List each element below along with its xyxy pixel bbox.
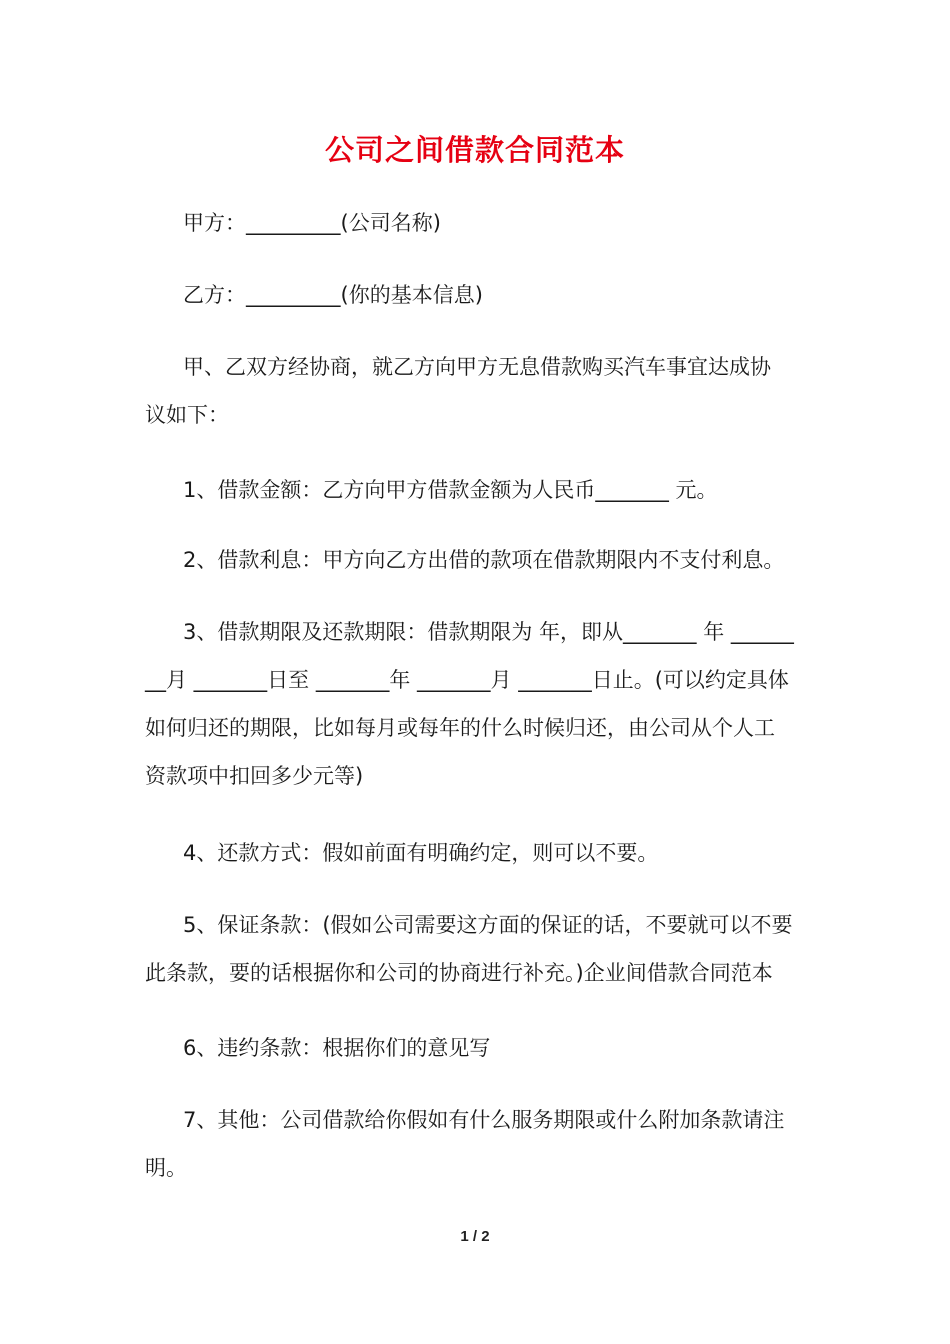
clause-6-text: 6、违约条款：根据你们的意见写 (183, 1036, 491, 1060)
page-number: 1 / 2 (460, 1228, 490, 1245)
intro-line: 甲、乙双方经协商，就乙方向甲方无息借款购买汽车事宜达成协 (183, 355, 771, 379)
party-a-text: 甲方：_________(公司名称) (183, 211, 441, 235)
document-title: 公司之间借款合同范本 (324, 133, 625, 167)
clause-2-text: 2、借款利息：甲方向乙方出借的款项在借款期限内不支付利息。 (183, 548, 785, 572)
party-a-line (145, 199, 810, 247)
clause-3-line: 如何归还的期限，比如每月或每年的什么时候归还，由公司从个人工 (145, 716, 775, 740)
clause-5-line: 5、保证条款：(假如公司需要这方面的保证的话，不要就可以不要 (183, 913, 793, 937)
party-b-line (145, 271, 810, 319)
clause-7-line: 明。 (145, 1156, 187, 1180)
clause-7 (145, 1096, 810, 1192)
clause-1-text: 1、借款金额：乙方向甲方借款金额为人民币_______ 元。 (183, 478, 718, 502)
clause-2 (145, 536, 810, 584)
clause-3-line: 资款项中扣回多少元等) (145, 764, 364, 788)
intro-paragraph (145, 343, 810, 439)
clause-5-line: 此条款，要的话根据你和公司的协商进行补充。)企业间借款合同范本 (145, 961, 773, 985)
party-b-text: 乙方：_________(你的基本信息) (183, 283, 483, 307)
clause-1 (145, 466, 810, 514)
clause-6 (145, 1024, 810, 1072)
clause-4-text: 4、还款方式：假如前面有明确约定，则可以不要。 (183, 841, 659, 865)
clause-3-line: __月 _______日至 _______年 _______月 _______日止。(可以约定具体 (145, 668, 789, 692)
clause-7-line: 7、其他：公司借款给你假如有什么服务期限或什么附加条款请注 (183, 1108, 785, 1132)
clause-3-line: 3、借款期限及还款期限：借款期限为 年，即从_______ 年 ______ (183, 620, 794, 644)
clause-5 (145, 901, 810, 997)
clause-3 (145, 608, 810, 800)
intro-line: 议如下： (145, 403, 229, 427)
clause-4 (145, 829, 810, 877)
